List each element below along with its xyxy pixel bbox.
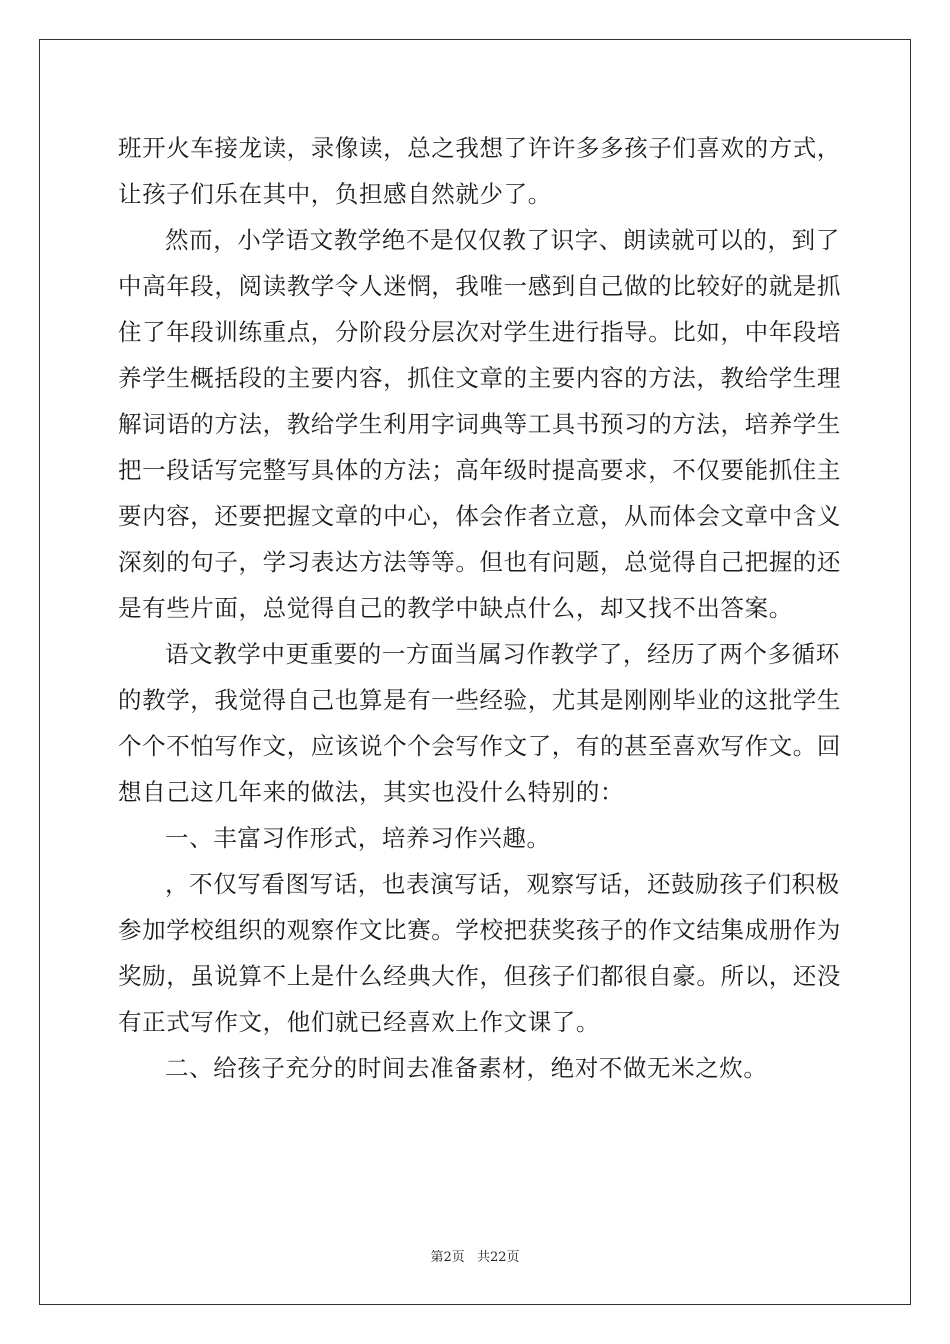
text-line: 然而，小学语文教学绝不是仅仅教了识字、朗读就可以的，到了 [165,226,840,254]
text-line: 解词语的方法，教给学生利用字词典等工具书预习的方法，培养学生 [118,410,841,438]
text-line: 二、给孩子充分的时间去准备素材，绝对不做无米之炊。 [165,1054,768,1082]
text-line: 班开火车接龙读，录像读，总之我想了许许多多孩子们喜欢的方式， [118,134,841,162]
text-line: 的教学，我觉得自己也算是有一些经验，尤其是刚刚毕业的这批学生 [118,686,841,714]
text-line: 一、丰富习作形式，培养习作兴趣。 [165,824,551,852]
text-line: 把一段话写完整写具体的方法；高年级时提高要求，不仅要能抓住主 [118,456,841,484]
text-line: 参加学校组织的观察作文比赛。学校把获奖孩子的作文结集成册作为 [118,916,841,944]
page-number: 第2页 [430,1250,465,1265]
text-line: 中高年段，阅读教学令人迷惘，我唯一感到自己做的比较好的就是抓 [118,272,841,300]
document-body [118,125,841,1091]
text-line: 想自己这几年来的做法，其实也没什么特别的： [118,778,625,806]
text-line: 奖励，虽说算不上是什么经典大作，但孩子们都很自豪。所以，还没 [118,962,841,990]
page-footer [0,1246,950,1265]
text-line: 要内容，还要把握文章的中心，体会作者立意，从而体会文章中含义 [118,502,841,530]
text-line: 深刻的句子，学习表达方法等等。但也有问题，总觉得自己把握的还 [118,548,841,576]
text-line: 住了年段训练重点，分阶段分层次对学生进行指导。比如，中年段培 [118,318,841,346]
text-line: 有正式写作文，他们就已经喜欢上作文课了。 [118,1008,600,1036]
text-line: 是有些片面，总觉得自己的教学中缺点什么，却又找不出答案。 [118,594,793,622]
text-line: 语文教学中更重要的一方面当属习作教学了，经历了两个多循环 [165,640,840,668]
text-line: ，不仅写看图写话，也表演写话，观察写话，还鼓励孩子们积极 [165,870,840,898]
text-line: 让孩子们乐在其中，负担感自然就少了。 [118,180,552,208]
text-line: 个个不怕写作文，应该说个个会写作文了，有的甚至喜欢写作文。回 [118,732,841,760]
text-line: 养学生概括段的主要内容，抓住文章的主要内容的方法，教给学生理 [118,364,841,392]
page-total: 共22页 [476,1250,520,1265]
